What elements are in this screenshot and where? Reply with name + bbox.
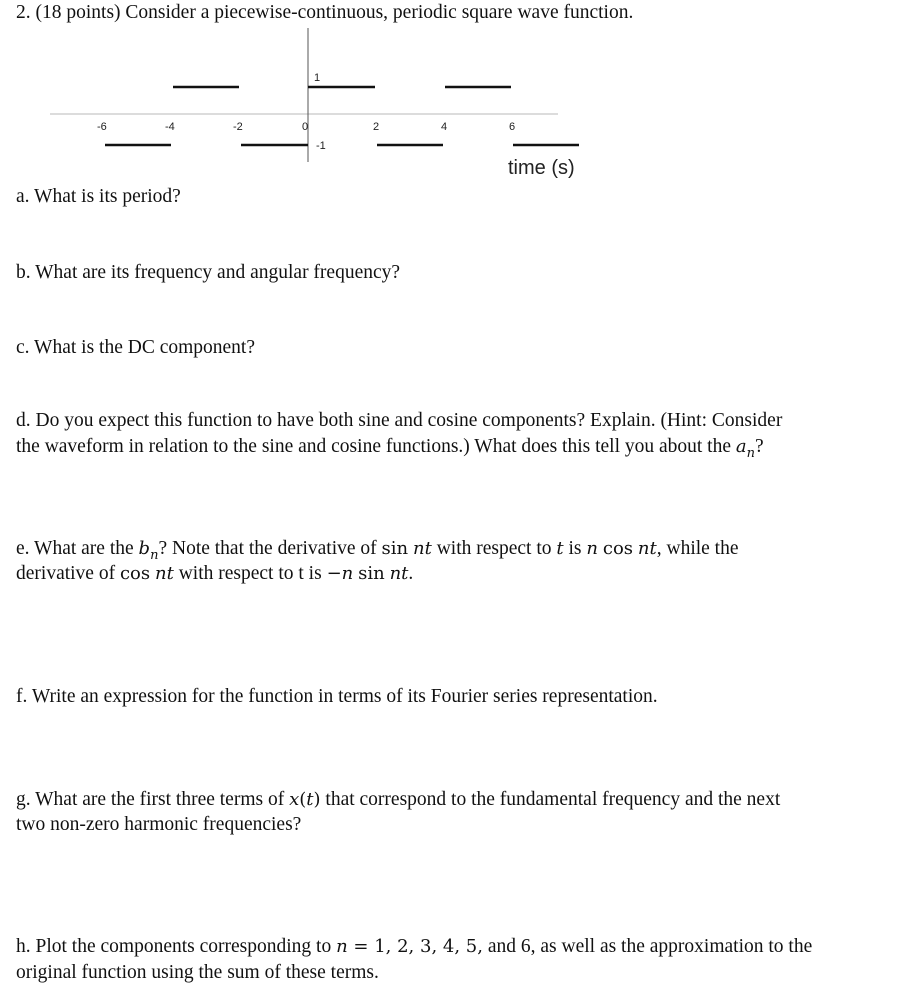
question-b: b. What are its frequency and angular frequency? xyxy=(16,262,401,283)
question-e-line2 xyxy=(16,561,413,586)
y-tick-label-minus-1: -1 xyxy=(316,140,326,152)
y-tick-label-1: 1 xyxy=(314,72,321,84)
x-tick-label: -2 xyxy=(233,121,243,133)
question-a: a. What is its period? xyxy=(16,186,181,207)
question-g-line1 xyxy=(16,787,780,812)
problem-title: 2. (18 points) Consider a piecewise-continuous, periodic square wave function. xyxy=(16,2,634,23)
math-nt: nt xyxy=(155,563,174,584)
question-g-text: that correspond to the fundamental frequency and the next xyxy=(320,789,781,810)
question-e-text: e. What are the xyxy=(16,538,139,559)
question-e-text: . xyxy=(408,563,414,584)
question-d-line2-text: the waveform in relation to the sine and cosine functions.) What does this tell you about the xyxy=(16,436,736,457)
coefficient-a-subscript: n xyxy=(746,445,755,461)
math-paren: ) xyxy=(313,789,321,810)
x-tick-label: 2 xyxy=(373,121,380,133)
question-e-text: with respect to t is xyxy=(173,563,327,584)
math-t: t xyxy=(556,538,564,559)
x-tick-label: 4 xyxy=(441,121,448,133)
question-e-text: with respect to xyxy=(431,538,557,559)
x-tick-label: 0 xyxy=(302,121,309,133)
math-n: n xyxy=(586,538,598,559)
math-nt: nt xyxy=(413,538,432,559)
question-mark: ? xyxy=(755,436,764,457)
square-wave-plot xyxy=(0,0,898,200)
math-n: n xyxy=(336,936,348,957)
question-e-text: derivative of xyxy=(16,563,120,584)
x-tick-labels xyxy=(97,121,515,133)
question-f: f. Write an expression for the function in terms of its Fourier series representation. xyxy=(16,686,658,707)
question-h-line1 xyxy=(16,934,812,959)
question-h-line2: original function using the sum of these terms. xyxy=(16,962,379,983)
question-g-text: g. What are the first three terms of xyxy=(16,789,290,810)
question-h-text: h. Plot the components corresponding to xyxy=(16,936,337,957)
coefficient-b-subscript: n xyxy=(150,547,159,563)
math-minus: − xyxy=(326,563,342,584)
coefficient-a: a xyxy=(735,436,747,457)
math-t: t xyxy=(306,789,314,810)
x-tick-label: -6 xyxy=(97,121,107,133)
question-d-line1: d. Do you expect this function to have both sine and cosine components? Explain. (Hint: Consider xyxy=(16,410,783,431)
question-g-line2: two non-zero harmonic frequencies? xyxy=(16,814,302,835)
question-c: c. What is the DC component? xyxy=(16,337,255,358)
math-values: = 1, 2, 3, 4, 5, xyxy=(347,936,483,957)
math-x: x xyxy=(289,789,300,810)
math-paren: ( xyxy=(299,789,307,810)
math-sin: sin xyxy=(358,563,385,584)
coefficient-b: b xyxy=(138,538,151,559)
question-e-text: , while the xyxy=(656,538,739,559)
math-nt: nt xyxy=(389,563,409,584)
x-tick-label: 6 xyxy=(509,121,516,133)
question-d-line2 xyxy=(16,434,764,466)
question-e-text: is xyxy=(563,538,587,559)
math-cos: cos xyxy=(119,563,151,584)
x-tick-label: -4 xyxy=(165,121,175,133)
math-cos: cos xyxy=(602,538,634,559)
question-h-text: and 6, as well as the approximation to the xyxy=(482,936,813,957)
x-axis-label: time (s) xyxy=(508,157,575,179)
math-nt: nt xyxy=(637,538,657,559)
math-sin: sin xyxy=(381,538,409,559)
question-e-text: ? Note that the derivative of xyxy=(158,538,382,559)
math-n: n xyxy=(341,563,354,584)
